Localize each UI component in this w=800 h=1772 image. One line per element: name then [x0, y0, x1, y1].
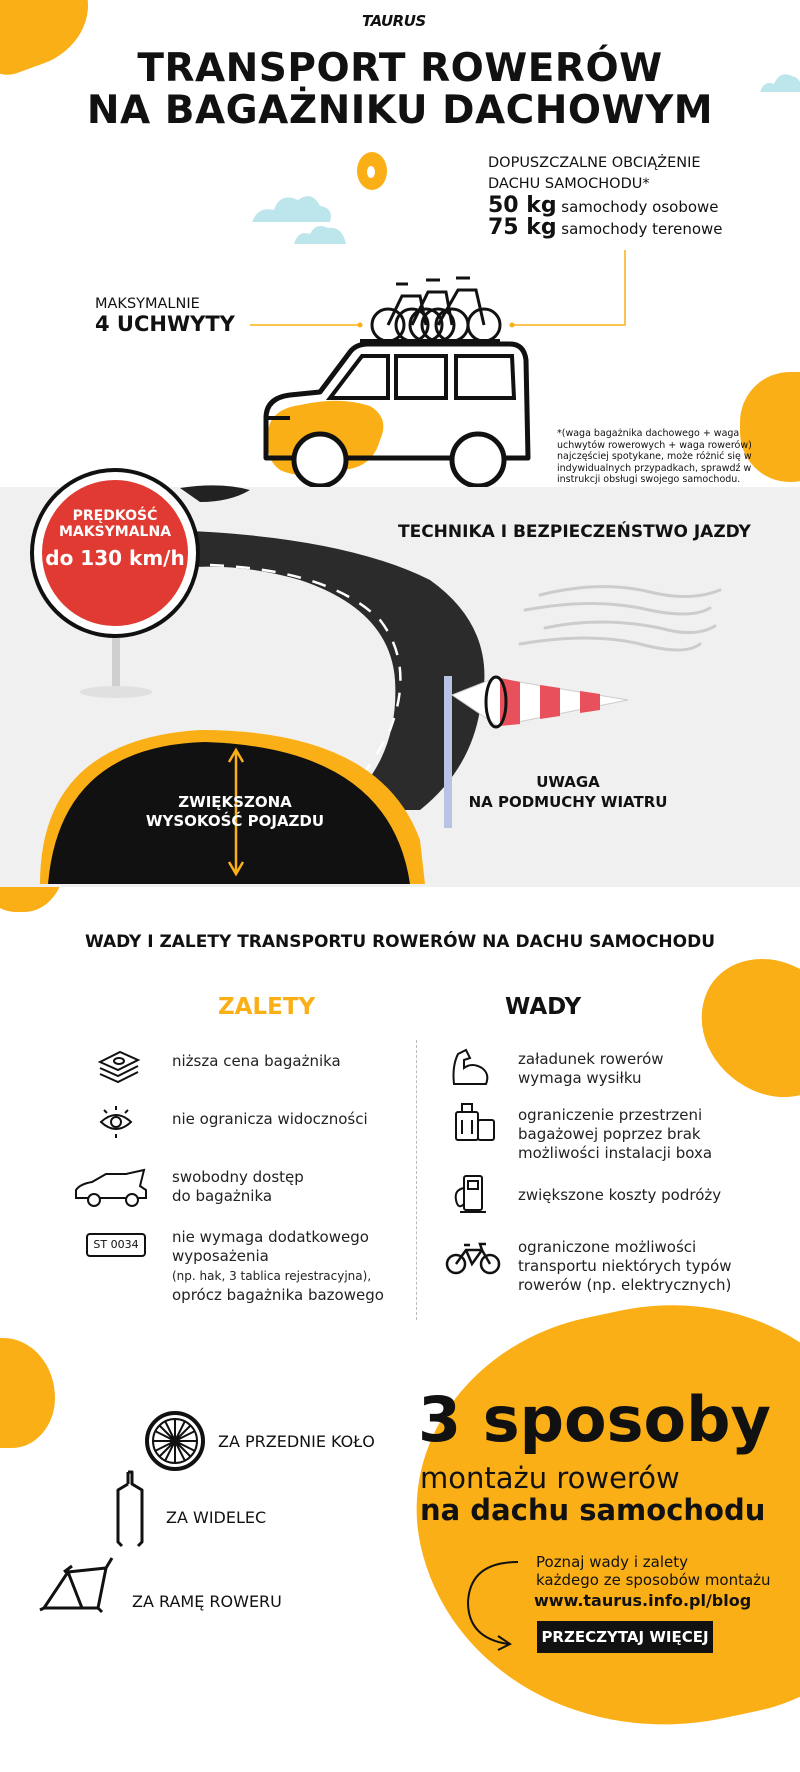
pro-item: niższa cena bagażnika [172, 1052, 341, 1070]
roof-load-label: DOPUSZCZALNE OBCIĄŻENIE [488, 155, 701, 171]
pros-cons-title: WADY I ZALETY TRANSPORTU ROWERÓW NA DACHU SAMOCHODU [84, 932, 716, 952]
bicycle-icon [446, 1240, 500, 1276]
safety-title: TECHNIKA I BEZPIECZEŃSTWO JAZDY [398, 522, 751, 542]
con-item: zwiększone koszty podróży [518, 1186, 722, 1204]
load-value: 75 kg [488, 215, 557, 240]
pro-item: swobodny dostęp do bagażnika [172, 1168, 304, 1205]
bike-wheel-icon [144, 1410, 206, 1472]
con-item: ograniczone możliwości transportu niektórych typów rowerów (np. elektrycznych) [518, 1238, 732, 1294]
load-value: 50 kg [488, 193, 557, 218]
pro-item: nie ogranicza widoczności [172, 1110, 368, 1128]
decor-blob [0, 1338, 55, 1448]
cons-heading: WADY [505, 994, 582, 1020]
decor-blob [678, 937, 800, 1118]
holders-info: MAKSYMALNIE 4 UCHWYTY [95, 296, 235, 336]
method-label: ZA WIDELEC [166, 1508, 267, 1527]
windsock-icon [452, 677, 628, 727]
methods-headline: 3 sposoby [418, 1383, 771, 1456]
car-trunk-icon [74, 1168, 150, 1208]
footnote: *(waga bagażnika dachowego + waga uchwytów rowerowych + waga rowerów) najczęściej spotykane, może różnić się w indywidualnych przypadkach, sprawdź w instrukcji obsługi swojego samochodu. [557, 428, 752, 485]
con-item: załadunek rowerów wymaga wysiłku [518, 1050, 664, 1087]
read-more-button[interactable]: PRZECZYTAJ WIĘCEJ [537, 1621, 713, 1653]
method-label: ZA RAMĘ ROWERU [132, 1592, 282, 1611]
curved-arrow-icon [460, 1556, 530, 1652]
speed-limit-sign: PRĘDKOŚĆ MAKSYMALNA do 130 km/h [30, 468, 200, 638]
con-item: ograniczenie przestrzeni bagażowej poprzez brak możliwości instalacji boxa [518, 1106, 713, 1162]
luggage-icon [452, 1100, 496, 1144]
roof-load-info: DOPUSZCZALNE OBCIĄŻENIE DACHU SAMOCHODU* 50 kg samochody osobowe 75 kg samochody terenowe [488, 155, 723, 240]
logo-text: TAURUS [362, 12, 426, 30]
muscle-arm-icon [450, 1046, 492, 1088]
bike-fork-icon [112, 1470, 148, 1550]
license-plate-icon: ST 0034 [86, 1233, 146, 1257]
page-title: TRANSPORT ROWERÓW NA BAGAŻNIKU DACHOWYM [86, 46, 714, 133]
fuel-pump-icon [452, 1174, 492, 1214]
speed-value: do 130 km/h [45, 546, 185, 570]
method-label: ZA PRZEDNIE KOŁO [218, 1432, 375, 1451]
column-divider [416, 1040, 417, 1320]
money-stack-icon [98, 1048, 140, 1082]
pros-heading: ZALETY [218, 994, 316, 1020]
pro-item: nie wymaga dodatkowego wyposażenia (np. hak, 3 tablica rejestracyjna), oprócz bagażnika bazowego [172, 1228, 384, 1304]
blog-link[interactable]: www.taurus.info.pl/blog [534, 1591, 752, 1610]
bike-frame-icon [38, 1552, 118, 1614]
roof-load-label: DACHU SAMOCHODU* [488, 176, 650, 192]
wind-warning: UWAGA NA PODMUCHY WIATRU [468, 773, 668, 811]
eye-icon [98, 1104, 134, 1140]
teaser-text: Poznaj wady i zalety każdego ze sposobów montażu [536, 1553, 771, 1589]
vehicle-height-note: ZWIĘKSZONA WYSOKOŚĆ POJAZDU [145, 793, 325, 830]
car-with-bikes-illustration [0, 0, 800, 500]
methods-subtitle: montażu rowerów na dachu samochodu [420, 1461, 766, 1527]
